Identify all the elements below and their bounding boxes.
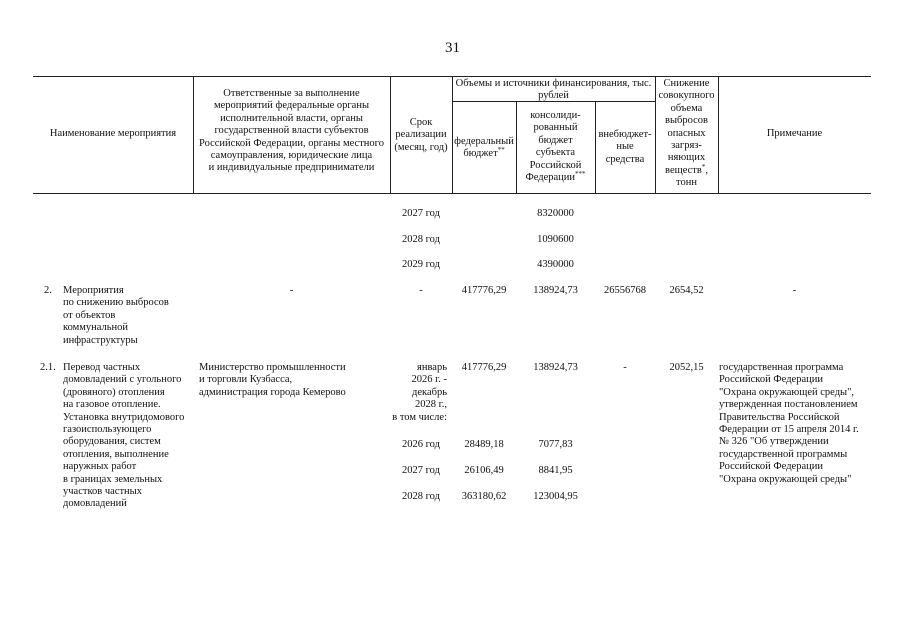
consolidated-value: 7077,83 [538, 439, 573, 450]
consolidated-value: 8320000 [537, 208, 574, 219]
year-label: 2028 год [402, 234, 440, 245]
header-term: Срок реализации (месяц, год) [394, 117, 448, 153]
year-label: 2026 год [402, 439, 440, 450]
header-bottom-border [33, 193, 871, 194]
measure-name: Мероприятия по снижению выбросов от объектов коммунальной инфраструктуры [63, 285, 169, 346]
header-federal: федеральный бюджет** [454, 136, 514, 160]
federal-value: 26106,49 [464, 465, 504, 476]
header-note: Примечание [766, 128, 823, 139]
note-value: государственная программа Российской Федерации "Охрана окружающей среды", утвержденная постановлением Правительства Российской Федерации от 15 апреля 2014 г. № 326 "Об утверждении государственной программы Российской Федерации "Охрана окружающей среды" [719, 362, 859, 485]
consolidated-value: 4390000 [537, 259, 574, 270]
consolidated-value: 138924,73 [533, 362, 578, 373]
measure-name: Перевод частных домовладений с угольного (дровяного) отопления на газовое отопление. Установка внутридомового газоиспользующего оборудования, систем отопления, выполнение наружных работ в границах земельных участков частных домовладений [63, 362, 185, 510]
consolidated-value: 123004,95 [533, 491, 578, 502]
federal-value: 28489,18 [464, 439, 504, 450]
reduction-value: 2654,52 [669, 285, 704, 296]
header-consolidated: консолиди- рованный бюджет субъекта Российской Федерации*** [525, 110, 586, 184]
header-volumes: Объемы и источники финансирования, тыс. рублей [455, 78, 652, 102]
consolidated-value: 138924,73 [533, 285, 578, 296]
page-number: 31 [445, 40, 460, 56]
header-extrabudget: внебюджет- ные средства [598, 129, 652, 165]
responsible-value: Министерство промышленности и торговли Кузбасса, администрация города Кемерово [199, 362, 346, 398]
year-label: 2027 год [402, 208, 440, 219]
term-value: - [419, 285, 423, 296]
federal-value: 363180,62 [461, 491, 507, 502]
consolidated-value: 8841,95 [538, 465, 573, 476]
note-value: - [792, 285, 797, 296]
header-reduction: Снижение совокупного объема выбросов опасных загряз- няющих веществ*, тонн [658, 78, 715, 189]
responsible-value: - [289, 285, 294, 296]
row-number: 2.1. [40, 362, 56, 373]
row-number: 2. [44, 285, 52, 296]
year-label: 2029 год [402, 259, 440, 270]
federal-value: 417776,29 [461, 285, 507, 296]
extrabudget-value: 26556768 [604, 285, 646, 296]
header-responsible: Ответственные за выполнение мероприятий федеральные органы исполнительной власти, органы государственной власти субъектов Российской Федерации, органы местного самоуправления, юридические лица и индивидуальные предприниматели [199, 88, 384, 174]
header-name: Наименование мероприятия [49, 128, 177, 139]
reduction-value: 2052,15 [669, 362, 704, 373]
year-label: 2028 год [402, 491, 440, 502]
year-label: 2027 год [402, 465, 440, 476]
extrabudget-value: - [623, 362, 627, 373]
consolidated-value: 1090600 [537, 234, 574, 245]
term-value: январь 2026 г. - декабрь 2028 г., в том числе: [392, 362, 447, 423]
federal-value: 417776,29 [461, 362, 507, 373]
